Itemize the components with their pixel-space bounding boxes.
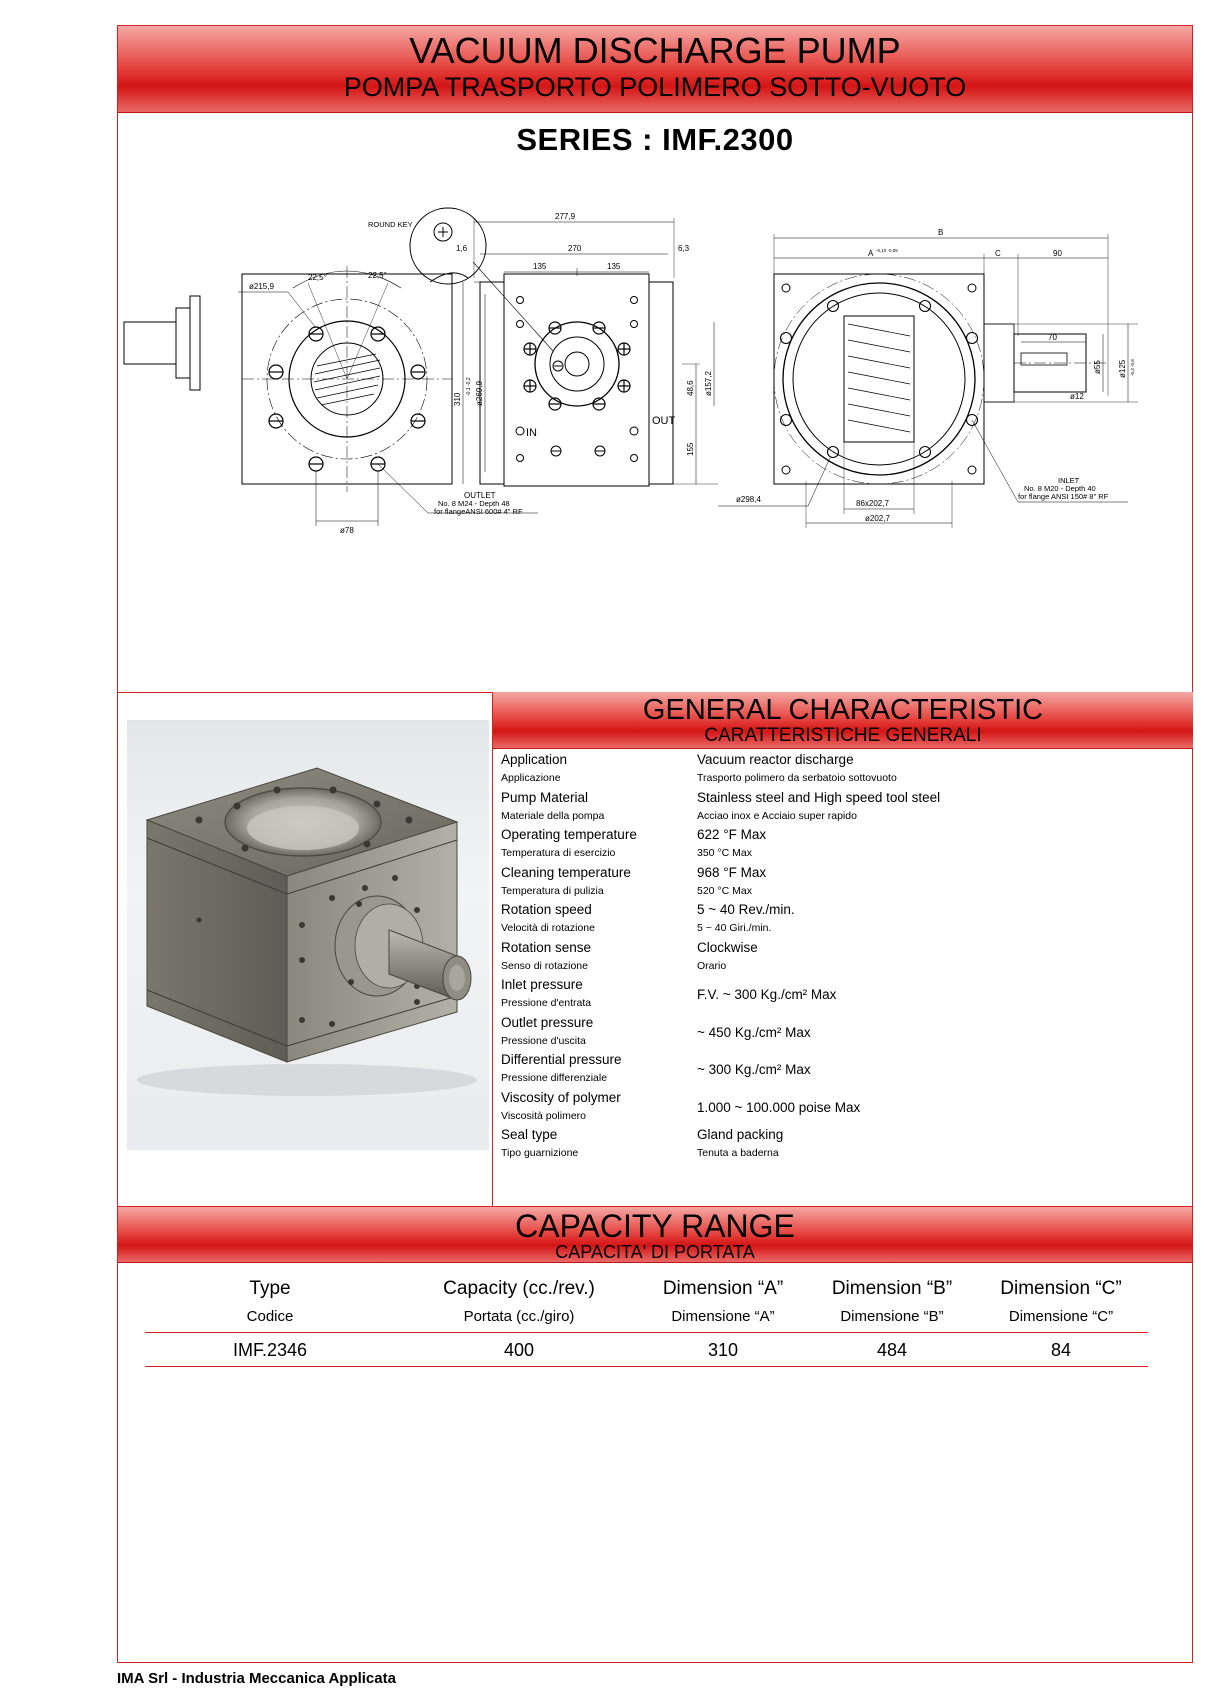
dim-c: C bbox=[995, 249, 1001, 258]
capacity-band bbox=[118, 1207, 1192, 1263]
char-value-it: Tenuta a baderna bbox=[697, 1147, 779, 1159]
capacity-cell: 310 bbox=[707, 1340, 739, 1360]
char-label-en: Rotation sense bbox=[501, 939, 592, 955]
dim-298: ø298,4 bbox=[736, 495, 761, 504]
char-label-it: Velocità di rotazione bbox=[501, 922, 595, 934]
page-subtitle: POMPA TRASPORTO POLIMERO SOTTO-VUOTO bbox=[343, 72, 967, 102]
dim-right-small: 6,3 bbox=[678, 244, 690, 253]
dim-overall: 277,9 bbox=[555, 212, 576, 221]
char-label-en: Pump Material bbox=[501, 789, 589, 805]
outlet-label: OUTLET bbox=[464, 491, 496, 500]
capacity-cell: IMF.2346 bbox=[232, 1340, 308, 1360]
char-value-it: Acciao inox e Acciaio super rapido bbox=[697, 809, 857, 822]
char-value-it: Trasporto polimero da serbatoio sottovuoto bbox=[697, 772, 897, 784]
right-bolt-holes bbox=[781, 301, 978, 458]
char-value-en: Gland packing bbox=[697, 1127, 784, 1142]
char-value-en: ~ 450 Kg./cm² Max bbox=[697, 1024, 811, 1040]
dim-a: A bbox=[868, 249, 874, 258]
capacity-table bbox=[145, 1278, 1148, 1368]
char-value-en: F.V. ~ 300 Kg./cm² Max bbox=[697, 987, 837, 1002]
inlet-note-2: for flange ANSI 150# 8" RF bbox=[1018, 492, 1109, 501]
general-title: GENERAL CHARACTERISTIC bbox=[642, 694, 1044, 726]
left-shaft bbox=[124, 322, 176, 364]
round-key-detail bbox=[410, 208, 486, 284]
char-label-en: Outlet pressure bbox=[501, 1014, 594, 1030]
dim-70: 70 bbox=[1048, 333, 1057, 342]
right-flange-outer bbox=[783, 283, 975, 475]
capacity-header-en: Dimension “B” bbox=[831, 1278, 953, 1299]
char-label-it: Senso di rotazione bbox=[501, 959, 588, 972]
footer-company: IMA Srl - Industria Meccanica Applicata bbox=[117, 1670, 396, 1687]
inlet-note-1: No. 8 M20 - Depth 40 bbox=[1024, 484, 1096, 493]
char-value-en: 968 °F Max bbox=[697, 864, 767, 880]
middle-boss-outer bbox=[535, 322, 619, 406]
round-key-label: ROUND KEY bbox=[368, 220, 413, 229]
char-label-it: Pressione differenziale bbox=[501, 1072, 608, 1084]
dim-155: 155 bbox=[686, 442, 695, 456]
divider-vertical bbox=[492, 692, 493, 1206]
general-band bbox=[493, 692, 1193, 749]
capacity-subtitle: CAPACITA' DI PORTATA bbox=[555, 1242, 755, 1262]
char-value-it: 520 °C Max bbox=[697, 884, 752, 897]
right-body bbox=[774, 274, 984, 484]
outlet-bore-dim: ø78 bbox=[340, 526, 354, 535]
general-subtitle: CARATTERISTICHE GENERALI bbox=[704, 725, 982, 746]
outlet-note-1: No. 8 M24 - Depth 48 bbox=[438, 499, 510, 508]
char-label-en: Operating temperature bbox=[501, 827, 637, 842]
dim-12: ø12 bbox=[1070, 392, 1084, 401]
capacity-header-it: Dimensione “A” bbox=[671, 1308, 775, 1325]
char-label-it: Materiale della pompa bbox=[501, 809, 605, 822]
capacity-header-it: Portata (cc./giro) bbox=[463, 1308, 575, 1325]
dim-half-2: 135 bbox=[607, 262, 621, 271]
capacity-title: CAPACITY RANGE bbox=[515, 1208, 795, 1244]
capacity-cell: 484 bbox=[876, 1340, 908, 1360]
header-band bbox=[118, 26, 1192, 113]
outlet-note-2: for flangeANSI 600# 4" RF bbox=[434, 507, 523, 516]
pump-render-illustration bbox=[127, 720, 489, 1150]
dim-270: 270 bbox=[568, 244, 582, 253]
char-label-en: Cleaning temperature bbox=[501, 864, 631, 880]
dim-height-tol: -0,1 -0,2 bbox=[466, 377, 472, 396]
middle-body bbox=[504, 274, 649, 486]
char-label-en: Differential pressure bbox=[501, 1052, 622, 1067]
technical-drawing bbox=[118, 196, 1194, 616]
dim-a-tol: -0,10 -0,05 bbox=[876, 248, 898, 253]
dim-half-1: 135 bbox=[533, 262, 547, 271]
angle-label-1: 22,5° bbox=[308, 273, 327, 282]
capacity-row-rule bbox=[145, 1366, 1148, 1367]
char-label-en: Viscosity of polymer bbox=[501, 1089, 621, 1105]
pump-render bbox=[127, 720, 489, 1150]
capacity-header-rule bbox=[145, 1332, 1148, 1333]
capacity-header-it: Dimensione “B” bbox=[840, 1308, 944, 1325]
in-label: IN bbox=[526, 427, 537, 439]
char-label-it: Pressione d'uscita bbox=[501, 1034, 586, 1047]
out-label: OUT bbox=[652, 415, 676, 427]
page-title: VACUUM DISCHARGE PUMP bbox=[409, 30, 901, 71]
dim-d125: ø125 bbox=[1118, 359, 1127, 378]
characteristics-table bbox=[501, 752, 1181, 1197]
dim-86: 86x202,7 bbox=[856, 499, 889, 508]
char-value-en: 622 °F Max bbox=[697, 827, 767, 842]
capacity-header-en: Type bbox=[249, 1278, 291, 1299]
page-frame bbox=[117, 25, 1193, 1663]
dim-202: ø202,7 bbox=[865, 514, 890, 523]
middle-view bbox=[453, 212, 718, 486]
char-label-it: Pressione d'entrata bbox=[501, 997, 592, 1009]
char-label-it: Temperatura di esercizio bbox=[501, 847, 616, 859]
char-value-it: Orario bbox=[697, 959, 727, 972]
dim-48: 48,6 bbox=[686, 380, 695, 396]
right-view bbox=[718, 228, 1138, 528]
char-value-en: ~ 300 Kg./cm² Max bbox=[697, 1062, 811, 1077]
dim-left-small: 1,6 bbox=[456, 244, 468, 253]
char-label-it: Applicazione bbox=[501, 772, 561, 784]
dim-b: B bbox=[938, 228, 944, 237]
char-label-en: Application bbox=[501, 752, 568, 767]
angle-label-2: 22,5° bbox=[368, 271, 387, 280]
capacity-cell: 84 bbox=[1050, 1340, 1072, 1360]
left-flange-plate bbox=[190, 296, 200, 390]
middle-bolt-holes bbox=[524, 322, 630, 410]
capacity-header-en: Dimension “A” bbox=[662, 1278, 784, 1299]
char-label-it: Viscosità polimero bbox=[501, 1109, 587, 1122]
dim-d269: ø269,9 bbox=[475, 381, 484, 406]
middle-right-plate bbox=[649, 282, 673, 484]
char-value-en: 5 ~ 40 Rev./min. bbox=[697, 902, 795, 917]
char-label-it: Temperatura di pulizia bbox=[501, 884, 604, 897]
dim-height-a: 310 bbox=[453, 392, 462, 406]
char-value-en: Stainless steel and High speed tool steel bbox=[697, 789, 941, 805]
char-label-en: Rotation speed bbox=[501, 902, 592, 917]
char-label-it: Tipo guarnizione bbox=[501, 1147, 579, 1159]
char-value-it: 5 ~ 40 Giri./min. bbox=[697, 922, 772, 934]
inlet-label: INLET bbox=[1058, 476, 1080, 485]
capacity-header-en: Dimension “C” bbox=[1000, 1278, 1122, 1299]
series-title: SERIES : IMF.2300 bbox=[516, 122, 794, 157]
char-label-en: Seal type bbox=[501, 1127, 558, 1142]
capacity-cell: 400 bbox=[503, 1340, 535, 1360]
left-view bbox=[124, 208, 553, 535]
dim-157: ø157,2 bbox=[704, 371, 713, 396]
char-label-en: Inlet pressure bbox=[501, 977, 583, 992]
left-shaft-collar bbox=[176, 308, 190, 378]
dim-90: 90 bbox=[1053, 249, 1062, 258]
dim-d55: ø55 bbox=[1093, 360, 1102, 374]
capacity-header-it: Dimensione “C” bbox=[1008, 1308, 1114, 1325]
char-value-it: 350 °C Max bbox=[697, 847, 752, 859]
char-value-en: Vacuum reactor discharge bbox=[697, 752, 854, 767]
char-value-en: Clockwise bbox=[697, 939, 758, 955]
char-value-en: 1.000 ~ 100.000 poise Max bbox=[697, 1099, 861, 1115]
bolt-circle-dim: ø215,9 bbox=[249, 282, 274, 291]
capacity-header-it: Codice bbox=[246, 1308, 294, 1325]
dim-d125-tol: -0,3 -0,8 bbox=[1130, 359, 1135, 376]
capacity-header-en: Capacity (cc./rev.) bbox=[443, 1278, 595, 1299]
